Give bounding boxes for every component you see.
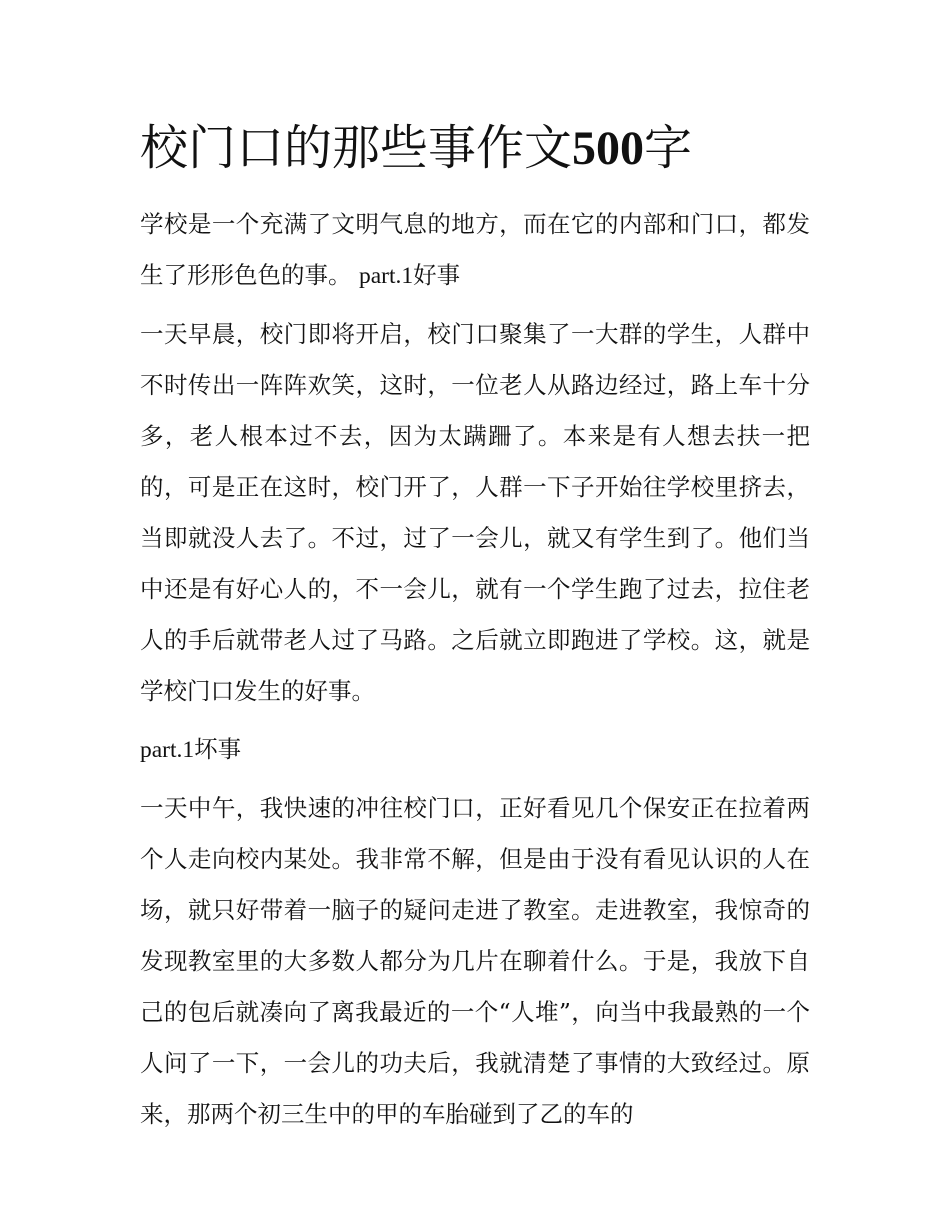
- intro-paragraph: [140, 199, 810, 302]
- part-title-bad: 坏事: [194, 735, 242, 763]
- part-label-good: part.1: [358, 263, 414, 289]
- part-title-good: 好事: [413, 261, 461, 289]
- intro-text: 学校是一个充满了文明气息的地方，而在它的内部和门口，都发生了形形色色的事。: [140, 210, 810, 289]
- good-deed-paragraph: 一天早晨，校门即将开启，校门口聚集了一大群的学生，人群中不时传出一阵阵欢笑，这时，一位老人从路边经过，路上车十分多，老人根本过不去，因为太蹒跚了。本来是有人想去扶一把的，可是正在这时，校门开了，人群一下子开始往学校里挤去，当即就没人去了。不过，过了一会儿，就又有学生到了。他们当中还是有好心人的，不一会儿，就有一个学生跑了过去，拉住老人的手后就带老人过了马路。之后就立即跑进了学校。这，就是学校门口发生的好事。: [140, 320, 810, 705]
- part-label-bad: part.1: [140, 737, 195, 763]
- title-number: 500: [572, 122, 645, 175]
- bad-deed-paragraph: 一天中午，我快速的冲往校门口，正好看见几个保安正在拉着两个人走向校内某处。我非常不解，但是由于没有看见认识的人在场，就只好带着一脑子的疑问走进了教室。走进教室，我惊奇的发现教室里的大多数人都分为几片在聊着什么。于是，我放下自己的包后就凑向了离我最近的一个“人堆”，向当中我最熟的一个人问了一下，一会儿的功夫后，我就清楚了事情的大致经过。原来，那两个初三生中的甲的车胎碰到了乙的车的: [140, 794, 810, 1128]
- section-heading-bad: [140, 724, 810, 776]
- document-page: [140, 108, 810, 1147]
- title-suffix: 字: [644, 120, 693, 176]
- document-title: [140, 108, 810, 189]
- title-text: 校门口的那些事作文: [140, 120, 573, 176]
